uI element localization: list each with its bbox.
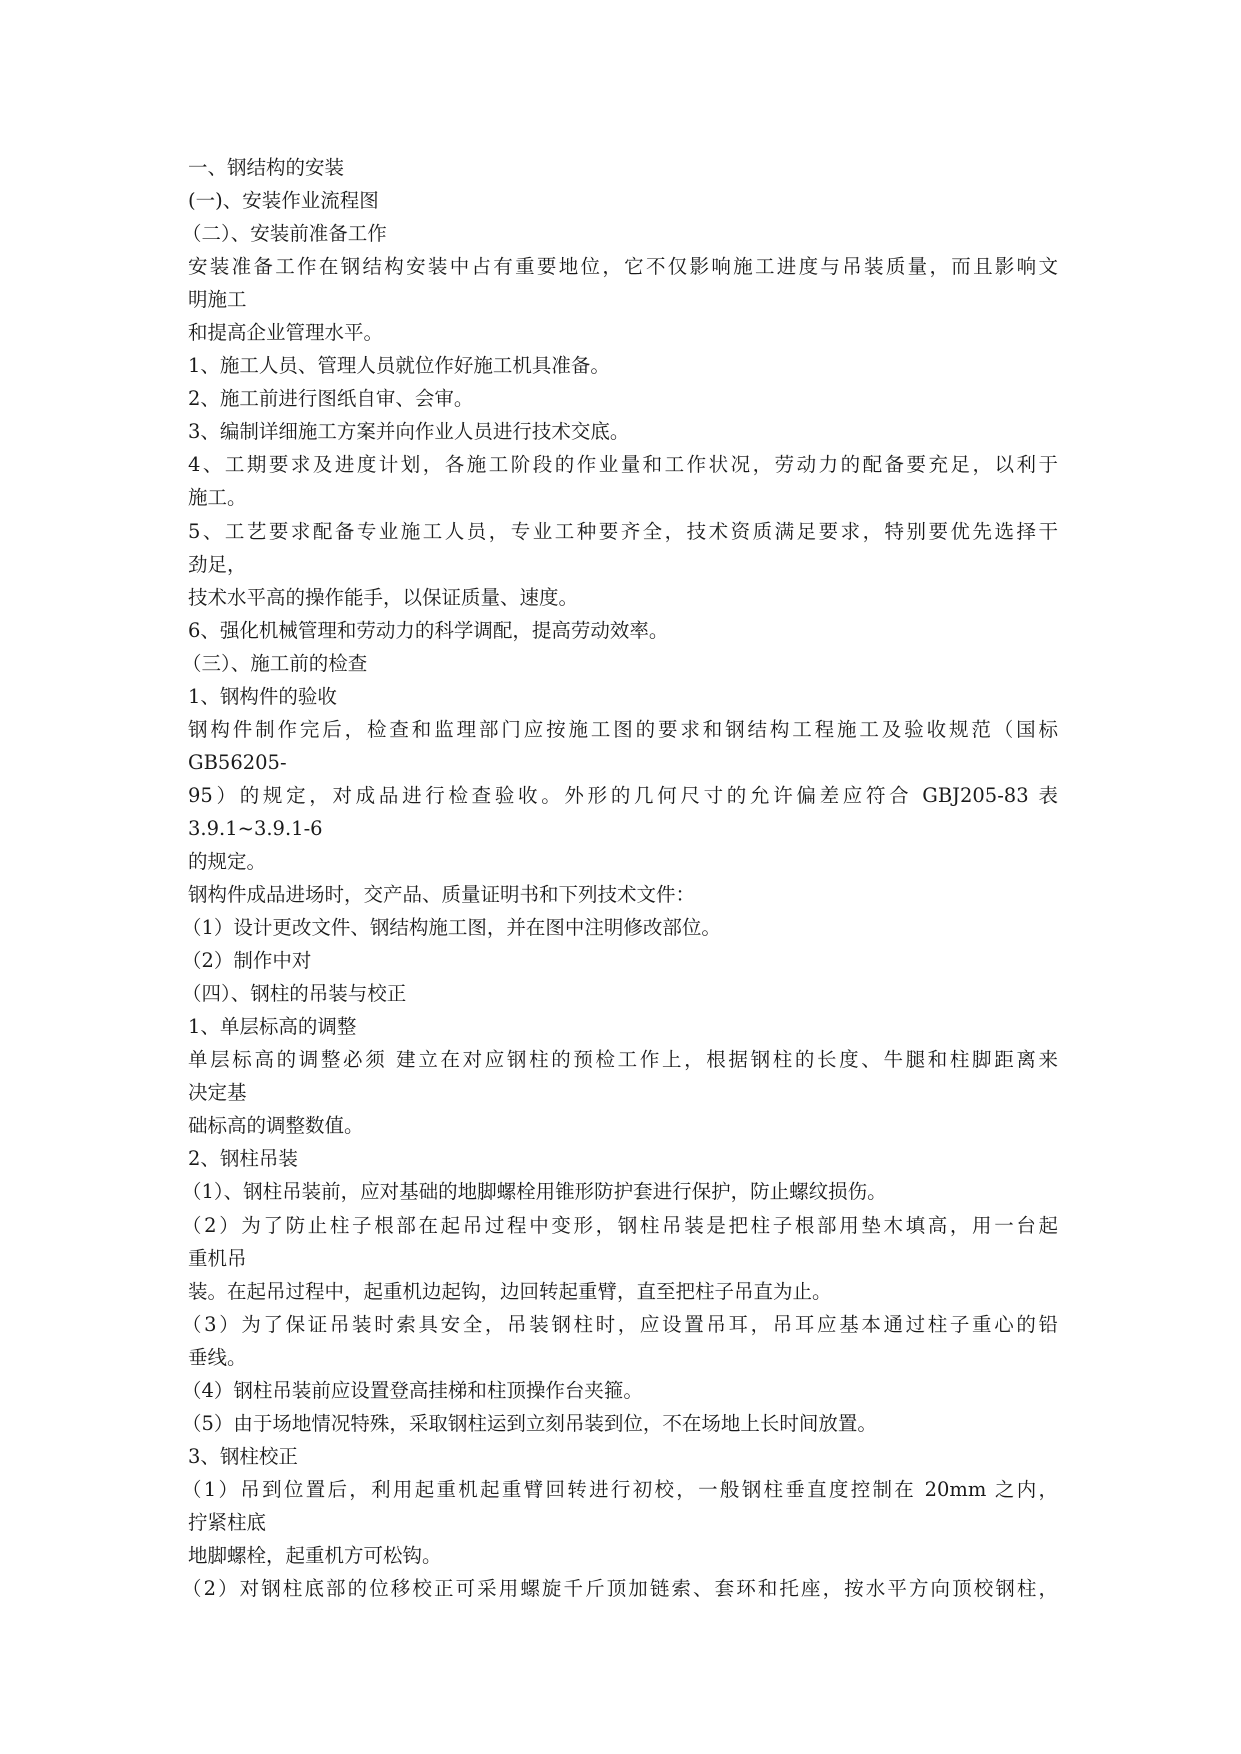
list-item: （3）为了保证吊装时索具安全，吊装钢柱时，应设置吊耳，吊耳应基本通过柱子重心的铅: [182, 1312, 1058, 1336]
paragraph-line: 明施工: [188, 288, 247, 312]
item-heading: 1、钢构件的验收: [188, 684, 337, 708]
list-item: 6、强化机械管理和劳动力的科学调配，提高劳动效率。: [188, 618, 669, 642]
list-item: 3、编制详细施工方案并向作业人员进行技术交底。: [188, 420, 630, 444]
paragraph-line: 和提高企业管理水平。: [188, 321, 384, 345]
subsection-heading: （二）、安装前准备工作: [182, 222, 387, 246]
paragraph-line: 钢构件成品进场时，交产品、质量证明书和下列技术文件：: [188, 883, 696, 907]
list-item: （2）制作中对: [182, 949, 312, 973]
list-item: 2、施工前进行图纸自审、会审。: [188, 387, 474, 411]
list-item-continuation: 技术水平高的操作能手，以保证质量、速度。: [188, 585, 579, 609]
list-item-continuation: 装。在起吊过程中，起重机边起钩，边回转起重臂，直至把柱子吊直为止。: [188, 1279, 832, 1303]
list-item: 5、工艺要求配备专业施工人员，专业工种要齐全，技术资质满足要求，特别要优先选择干: [188, 519, 1058, 543]
subsection-heading: （四）、钢柱的吊装与校正: [182, 982, 407, 1006]
paragraph-line: 决定基: [188, 1081, 247, 1105]
subsection-heading: （三）、施工前的检查: [182, 651, 368, 675]
subsection-heading: (一)、安装作业流程图: [188, 189, 379, 213]
list-item: （4）钢柱吊装前应设置登高挂梯和柱顶操作台夹箍。: [182, 1378, 643, 1402]
paragraph-line: 3.9.1~3.9.1-6: [188, 816, 323, 840]
list-item-continuation: 重机吊: [188, 1246, 247, 1270]
list-item-continuation: 地脚螺栓，起重机方可松钩。: [188, 1543, 442, 1567]
item-heading: 2、钢柱吊装: [188, 1147, 298, 1171]
paragraph-line: 钢构件制作完后，检查和监理部门应按施工图的要求和钢结构工程施工及验收规范（国标: [188, 717, 1058, 741]
paragraph-line: 础标高的调整数值。: [188, 1114, 364, 1138]
item-heading: 3、钢柱校正: [188, 1444, 298, 1468]
list-item-continuation: 拧紧柱底: [188, 1510, 267, 1534]
item-heading: 1、单层标高的调整: [188, 1015, 357, 1039]
document-body: [182, 151, 1058, 1605]
list-item: （2）对钢柱底部的位移校正可采用螺旋千斤顶加链索、套环和托座，按水平方向顶校钢柱，: [182, 1577, 1058, 1601]
list-item-continuation: 垂线。: [188, 1345, 247, 1369]
list-item-continuation: 施工。: [188, 486, 247, 510]
list-item-continuation: 劲足，: [188, 552, 247, 576]
list-item: 1、施工人员、管理人员就位作好施工机具准备。: [188, 354, 610, 378]
list-item: （1）吊到位置后，利用起重机起重臂回转进行初校，一般钢柱垂直度控制在 20mm 之内，: [182, 1477, 1058, 1501]
paragraph-line: 安装准备工作在钢结构安装中占有重要地位，它不仅影响施工进度与吊装质量，而且影响文: [188, 255, 1058, 279]
list-item: （5）由于场地情况特殊，采取钢柱运到立刻吊装到位，不在场地上长时间放置。: [182, 1411, 877, 1435]
paragraph-line: 的规定。: [188, 849, 267, 873]
list-item: （1）设计更改文件、钢结构施工图，并在图中注明修改部位。: [182, 916, 721, 940]
list-item: （1）、钢柱吊装前，应对基础的地脚螺栓用锥形防护套进行保护，防止螺纹损伤。: [182, 1180, 887, 1204]
list-item: （2）为了防止柱子根部在起吊过程中变形，钢柱吊装是把柱子根部用垫木填高，用一台起: [182, 1213, 1058, 1237]
paragraph-line: 95）的规定，对成品进行检查验收。外形的几何尺寸的允许偏差应符合 GBJ205-83 表: [188, 783, 1058, 807]
list-item: 4、工期要求及进度计划，各施工阶段的作业量和工作状况，劳动力的配备要充足，以利于: [188, 453, 1058, 477]
paragraph-line: 单层标高的调整必须 建立在对应钢柱的预检工作上，根据钢柱的长度、牛腿和柱脚距离来: [188, 1048, 1058, 1072]
section-heading: 一、钢结构的安装: [188, 156, 345, 179]
paragraph-line: GB56205-: [188, 750, 287, 774]
